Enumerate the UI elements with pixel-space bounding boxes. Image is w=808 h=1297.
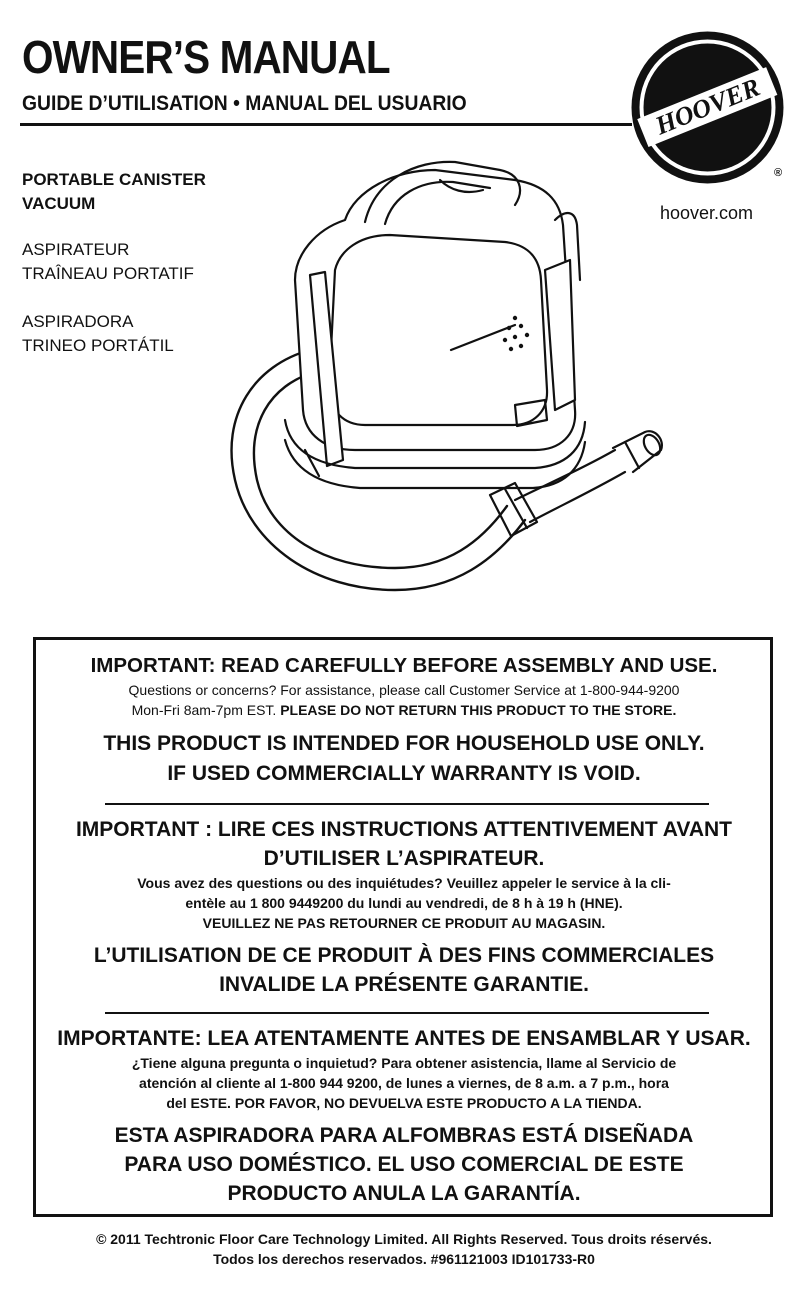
notice-contact-en: Questions or concerns? For assistance, please call Customer Service at 1-800-944-9200 [128,682,680,698]
copyright-line: © 2011 Techtronic Floor Care Technology Limited. All Rights Reserved. Tous droits réservés. [96,1231,712,1247]
page-title: OWNER’S MANUAL [22,31,390,83]
notice-heading-en: IMPORTANT: READ CAREFULLY BEFORE ASSEMBLY AND USE. [90,654,718,677]
notice-contact-es-2: atención al cliente al 1-800 944 9200, de lunes a viernes, de 8 a.m. a 7 p.m., hora [139,1075,669,1091]
notice-warning-en-1: THIS PRODUCT IS INTENDED FOR HOUSEHOLD USE ONLY. [103,732,705,755]
part-number-line: Todos los derechos reservados. #961121003 ID101733-R0 [213,1251,595,1267]
vacuum-illustration [215,150,685,610]
header-rule [20,123,632,126]
notice-divider-2 [105,1012,709,1014]
notice-warning-es-1: ESTA ASPIRADORA PARA ALFOMBRAS ESTÁ DISEÑADA [114,1124,694,1147]
notice-warning-fr-1: L’UTILISATION DE CE PRODUIT À DES FINS COMMERCIALES [93,944,715,967]
notice-contact-fr-2: entèle au 1 800 9449200 du lundi au vendredi, de 8 h à 19 h (HNE). [185,895,623,911]
registered-mark: ® [774,167,783,179]
product-name-es: ASPIRADORA TRINEO PORTÁTIL [22,312,174,355]
website-link[interactable]: hoover.com [660,203,754,223]
notice-contact-es-1: ¿Tiene alguna pregunta o inquietud? Para obtener asistencia, llame al Servicio de [131,1055,677,1071]
logo-wordmark: HOOVER [651,72,764,141]
notice-contact-fr-3: VEUILLEZ NE PAS RETOURNER CE PRODUIT AU MAGASIN. [202,915,606,931]
notice-hours-en: Mon-Fri 8am-7pm EST. PLEASE DO NOT RETURN THIS PRODUCT TO THE STORE. [131,702,677,718]
notice-warning-en-2: IF USED COMMERCIALLY WARRANTY IS VOID. [167,762,641,785]
notice-divider-1 [105,803,709,805]
notice-contact-fr-1: Vous avez des questions ou des inquiétudes? Veuillez appeler le service à la cli- [137,875,671,891]
notice-warning-fr-2: INVALIDE LA PRÉSENTE GARANTIE. [219,973,589,996]
notice-heading-fr-2: D’UTILISER L’ASPIRATEUR. [263,847,545,870]
hose-nozzle [613,431,664,472]
page-subtitle: GUIDE D’UTILISATION • MANUAL DEL USUARIO [22,92,467,115]
hose-cuff [490,483,537,536]
notice-warning-es-2: PARA USO DOMÉSTICO. EL USO COMERCIAL DE ESTE [124,1153,684,1176]
notice-heading-es: IMPORTANTE: LEA ATENTAMENTE ANTES DE ENSAMBLAR Y USAR. [57,1027,751,1050]
notice-contact-es-3: del ESTE. POR FAVOR, NO DEVUELVA ESTE PRODUCTO A LA TIENDA. [166,1095,642,1111]
product-name-fr: ASPIRATEUR TRAÎNEAU PORTATIF [22,240,194,283]
notice-warning-es-3: PRODUCTO ANULA LA GARANTÍA. [227,1182,581,1205]
notice-heading-fr-1: IMPORTANT : LIRE CES INSTRUCTIONS ATTENTIVEMENT AVANT [75,818,733,841]
product-name-en: PORTABLE CANISTER VACUUM [22,170,206,213]
